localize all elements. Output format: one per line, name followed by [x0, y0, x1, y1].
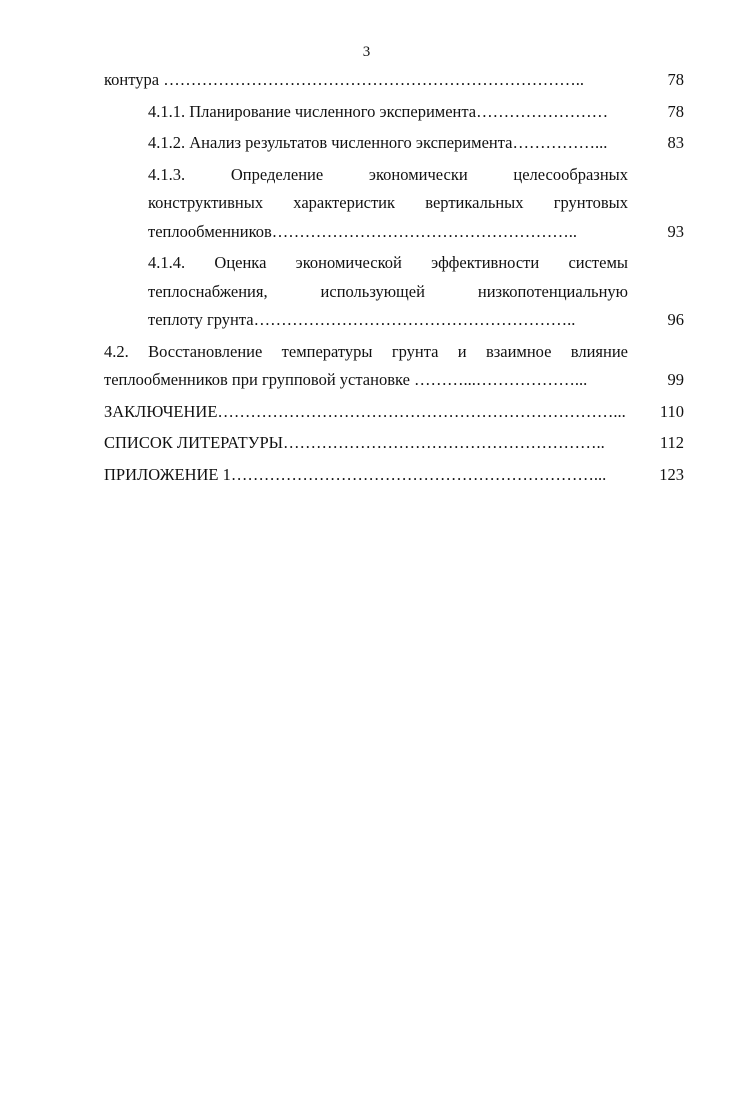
- toc-entry-title: [104, 461, 628, 490]
- toc-entry-line: контура …………………………………………………………………..: [104, 70, 584, 89]
- toc-entry-line: СПИСОК ЛИТЕРАТУРЫ…………………………………………………..: [104, 433, 605, 452]
- toc-page-ref: 78: [667, 70, 684, 89]
- toc-entry-line: 4.1.2. Анализ результатов численного эксперимента……………...: [148, 133, 608, 152]
- toc-entry-line: конструктивных характеристик вертикальных грунтовых: [148, 193, 628, 212]
- toc-page-ref: 110: [659, 401, 684, 421]
- toc-entry-title: [104, 161, 628, 247]
- toc-entry-title: [104, 429, 628, 458]
- toc-entry: [104, 129, 684, 158]
- toc-page-ref: 78: [667, 101, 684, 121]
- toc-entry-line: теплоснабжения, использующей низкопотенциальную: [148, 281, 628, 301]
- toc-entry-title: [104, 338, 628, 395]
- toc-entry-title: [104, 249, 628, 335]
- toc-entry-line: теплообменников при групповой установке ………...………………...: [104, 370, 588, 389]
- toc-entry-line: ПРИЛОЖЕНИЕ 1…………………………………………………………...: [104, 464, 607, 484]
- toc-entry-line: 4.1.4. Оценка экономической эффективности системы: [148, 253, 628, 272]
- table-of-contents: [104, 66, 684, 492]
- toc-entry: [104, 398, 684, 427]
- toc-page-ref: 83: [667, 133, 684, 152]
- toc-entry-title: [104, 66, 628, 95]
- toc-entry-line: 4.1.3. Определение экономически целесообразных: [148, 164, 628, 184]
- toc-entry-line: теплоту грунта…………………………………………………..: [148, 310, 576, 329]
- page-number: 3: [362, 44, 371, 60]
- toc-page-ref: 93: [667, 221, 684, 241]
- toc-page-ref: 123: [659, 464, 684, 484]
- toc-entry-line: 4.1.1. Планирование численного эксперимента……………………: [148, 101, 609, 121]
- toc-entry: [104, 249, 684, 335]
- toc-entry: [104, 161, 684, 247]
- toc-entry: [104, 98, 684, 127]
- toc-page-ref: 99: [667, 370, 684, 389]
- toc-page-ref: 112: [659, 433, 684, 452]
- toc-entry: [104, 66, 684, 95]
- toc-entry: [104, 461, 684, 490]
- toc-entry: [104, 338, 684, 395]
- toc-entry-title: [104, 129, 628, 158]
- toc-entry: [104, 429, 684, 458]
- toc-entry-line: ЗАКЛЮЧЕНИЕ………………………………………………………………...: [104, 401, 626, 421]
- toc-entry-line: теплообменников………………………………………………..: [148, 221, 578, 241]
- toc-entry-title: [104, 398, 628, 427]
- toc-entry-title: [104, 98, 628, 127]
- toc-page-ref: 96: [667, 310, 684, 329]
- toc-entry-line: 4.2. Восстановление температуры грунта и взаимное влияние: [104, 341, 628, 361]
